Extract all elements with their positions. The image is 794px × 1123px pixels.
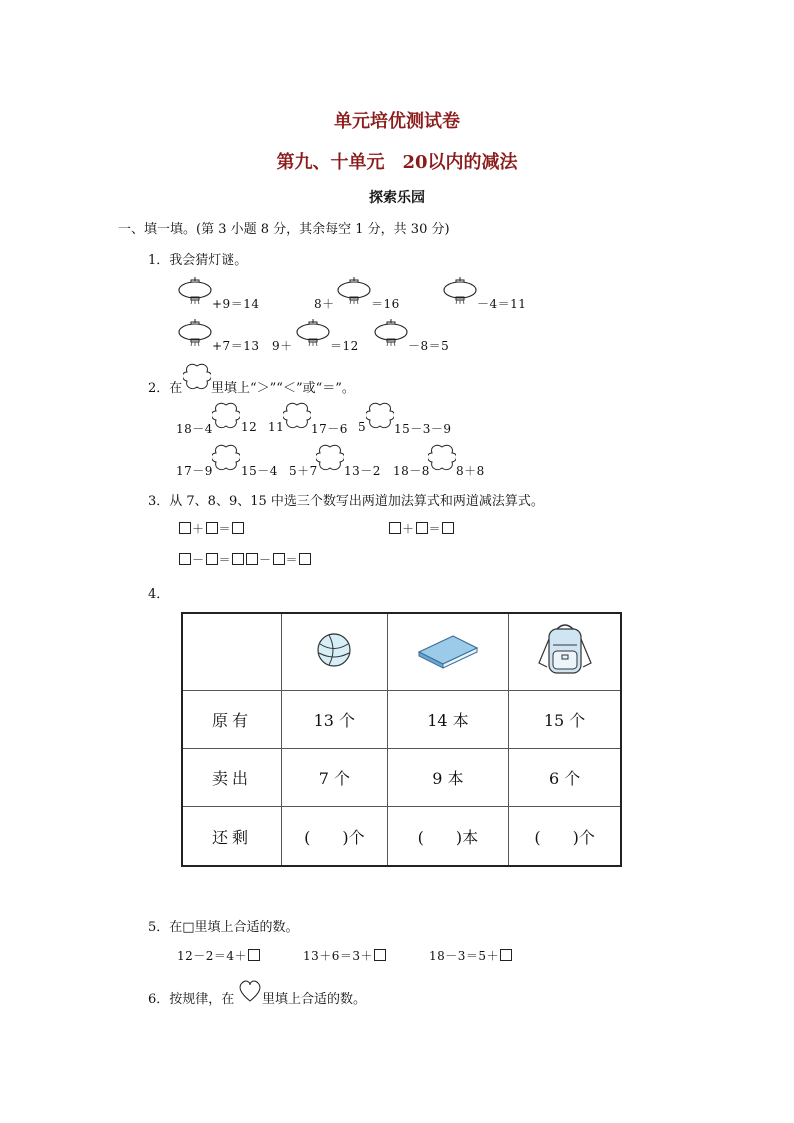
q5-item-1: 12－2＝4＋ [177, 947, 261, 964]
sales-table [181, 612, 622, 867]
q6-suffix: 里填上合适的数。 [262, 992, 367, 1007]
row-label: 卖出 [182, 749, 282, 807]
book-cell [387, 613, 508, 691]
q1-r2-eq3: －8＝5 [408, 339, 450, 353]
q2-r2-b: 15－4 [241, 464, 278, 478]
q1-label: 1．我会猜灯谜。 [148, 253, 248, 268]
q5-item-2: 13＋6＝3＋ [303, 947, 387, 964]
answer-cell[interactable]: ( )个 [509, 807, 621, 866]
cloud-icon [212, 402, 240, 430]
answer-cell[interactable]: ( )个 [282, 807, 388, 866]
lantern-icon [178, 319, 212, 347]
book-icon [413, 630, 483, 670]
q5-label: 5．在□里填上合适的数。 [148, 920, 299, 935]
table-row [182, 807, 621, 866]
page-title: 单元培优测试卷 [334, 111, 460, 132]
q1-r1-eq3: －4＝11 [477, 297, 527, 311]
table-row [182, 749, 621, 807]
answer-cell[interactable]: ( )本 [387, 807, 508, 866]
q1-r2-eq2b: ＝12 [330, 339, 359, 353]
q1-r1-eq2b: ＝16 [371, 297, 400, 311]
q2-r1-a: 18－4 [176, 422, 213, 436]
q2-r1-b: 12 [241, 420, 258, 434]
row-label: 原有 [182, 691, 282, 749]
lantern-icon [443, 277, 477, 305]
table-cell: 15 个 [509, 691, 621, 749]
q1-r1-eq1: +9＝14 [212, 297, 260, 311]
q1-r1-eq2a: 8＋ [314, 297, 335, 311]
table-cell: 7 个 [282, 749, 388, 807]
cloud-icon [283, 402, 311, 430]
lantern-icon [296, 319, 330, 347]
lantern-icon [337, 277, 371, 305]
blank-box[interactable] [442, 522, 454, 534]
ball-cell [282, 613, 388, 691]
blank-box[interactable] [206, 553, 218, 565]
ball-icon [315, 631, 353, 669]
q1-r2-eq2a: 9＋ [272, 339, 293, 353]
table-cell: 14 本 [387, 691, 508, 749]
cloud-icon [212, 444, 240, 472]
q2-r2-c: 5＋7 [289, 464, 318, 478]
backpack-icon [533, 621, 597, 679]
blank-box[interactable] [179, 553, 191, 565]
blank-box[interactable] [179, 522, 191, 534]
q1-r2-eq1: +7＝13 [212, 339, 260, 353]
blank-box[interactable] [374, 949, 386, 961]
cloud-icon [183, 363, 211, 391]
q6-prefix: 6．按规律，在 [148, 992, 235, 1007]
blank-box[interactable] [389, 522, 401, 534]
q2-r2-a: 17－9 [176, 464, 213, 478]
blank-box[interactable] [248, 949, 260, 961]
blank-box[interactable] [232, 553, 244, 565]
q3-add-2: ＋ ＝ [388, 520, 455, 537]
q2-prefix: 2．在 [148, 381, 183, 396]
table-cell: 6 个 [509, 749, 621, 807]
blank-box[interactable] [273, 553, 285, 565]
blank-box[interactable] [500, 949, 512, 961]
part1-heading: 一、填一填。(第 3 小题 8 分，其余每空 1 分，共 30 分) [118, 222, 450, 237]
heart-icon [238, 979, 262, 1003]
table-cell: 9 本 [387, 749, 508, 807]
cloud-icon [428, 444, 456, 472]
q2-r1-f: 15－3－9 [394, 422, 452, 436]
q2-r1-c: 11 [268, 420, 285, 434]
q3-sub-row: － ＝ － ＝ [178, 551, 312, 568]
q4-label: 4． [148, 587, 170, 602]
blank-box[interactable] [232, 522, 244, 534]
table-cell: 13 个 [282, 691, 388, 749]
cloud-icon [366, 402, 394, 430]
q5-item-3: 18－3＝5＋ [429, 947, 513, 964]
q2-r1-d: 17－6 [311, 422, 348, 436]
q2-suffix: 里填上“＞”“＜”或“＝”。 [211, 381, 355, 396]
row-label: 还剩 [182, 807, 282, 866]
q2-r2-e: 18－8 [393, 464, 430, 478]
q3-label: 3．从 7、8、9、15 中选三个数写出两道加法算式和两道减法算式。 [148, 494, 544, 509]
section-title: 探索乐园 [369, 190, 425, 206]
q2-r1-e: 5 [358, 420, 367, 434]
q3-add-1: ＋ ＝ [178, 520, 245, 537]
q2-r2-f: 8＋8 [456, 464, 485, 478]
q2-r2-d: 13－2 [344, 464, 381, 478]
lantern-icon [374, 319, 408, 347]
unit-title: 第九、十单元 20以内的减法 [276, 152, 518, 173]
lantern-icon [178, 277, 212, 305]
blank-box[interactable] [206, 522, 218, 534]
cloud-icon [316, 444, 344, 472]
blank-box[interactable] [246, 553, 258, 565]
table-header-row [182, 613, 621, 691]
backpack-cell [509, 613, 621, 691]
table-corner [182, 613, 282, 691]
blank-box[interactable] [416, 522, 428, 534]
table-row [182, 691, 621, 749]
blank-box[interactable] [299, 553, 311, 565]
